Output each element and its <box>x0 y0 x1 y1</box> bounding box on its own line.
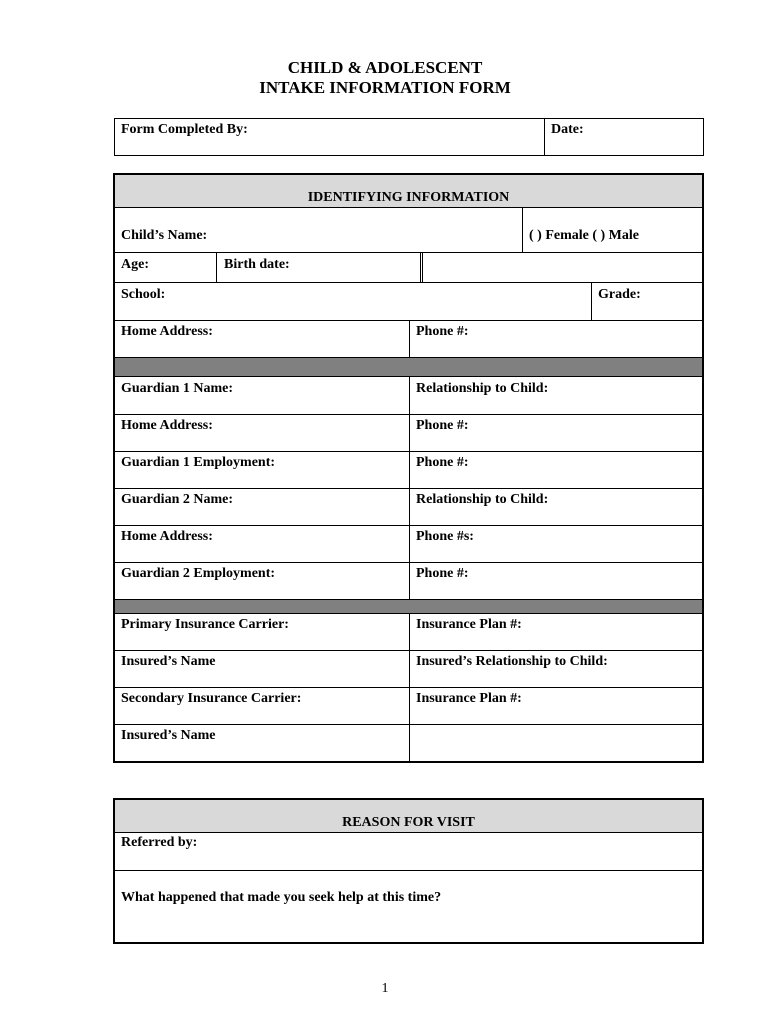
phones-g2-label: Phone #s: <box>416 529 474 544</box>
phone-g1-emp-label: Phone #: <box>416 455 469 470</box>
relationship1-label: Relationship to Child: <box>416 381 549 396</box>
identifying-section-title: IDENTIFYING INFORMATION <box>307 190 510 205</box>
home-address-g2-label: Home Address: <box>121 529 213 544</box>
phone-g2-emp-label: Phone #: <box>416 566 469 581</box>
identifying-information-section <box>113 173 704 763</box>
what-happened-label: What happened that made you seek help at this time? <box>121 890 442 905</box>
insured-relationship-label: Insured’s Relationship to Child: <box>416 654 608 669</box>
row-divider <box>115 207 702 208</box>
column-divider <box>409 321 410 761</box>
age-label: Age: <box>121 257 149 272</box>
primary-insurance-label: Primary Insurance Carrier: <box>121 617 289 632</box>
gender-options: ( ) Female ( ) Male <box>529 228 639 243</box>
date-divider <box>544 119 545 155</box>
relationship2-label: Relationship to Child: <box>416 492 549 507</box>
birth-date-label: Birth date: <box>224 257 290 272</box>
form-completed-box <box>114 118 704 156</box>
separator-bar-insurance <box>115 600 702 613</box>
insurance-plan2-label: Insurance Plan #: <box>416 691 522 706</box>
row-divider <box>115 282 702 283</box>
grade-label: Grade: <box>598 287 641 302</box>
guardian1-name-label: Guardian 1 Name: <box>121 381 233 396</box>
referred-by-label: Referred by: <box>121 835 198 850</box>
school-label: School: <box>121 287 166 302</box>
row-divider <box>115 562 702 563</box>
form-title-line1: CHILD & ADOLESCENT <box>287 58 483 77</box>
phone-label: Phone #: <box>416 324 469 339</box>
date-label: Date: <box>551 122 584 137</box>
row-divider <box>115 870 702 871</box>
page-number: 1 <box>381 981 389 996</box>
row-divider <box>115 488 702 489</box>
insureds-name2-label: Insured’s Name <box>121 728 216 743</box>
row-divider <box>115 650 702 651</box>
age-divider <box>216 253 217 282</box>
separator-bar <box>115 358 702 376</box>
birth-date-divider-2 <box>422 253 423 282</box>
insurance-plan1-label: Insurance Plan #: <box>416 617 522 632</box>
grade-divider <box>591 283 592 320</box>
row-divider <box>115 613 702 614</box>
gender-divider <box>522 208 523 252</box>
row-divider <box>115 451 702 452</box>
guardian2-employment-label: Guardian 2 Employment: <box>121 566 276 581</box>
form-completed-by-label: Form Completed By: <box>121 122 248 137</box>
row-divider <box>115 832 702 833</box>
birth-date-divider <box>420 253 421 282</box>
row-divider <box>115 724 702 725</box>
row-divider <box>115 376 702 377</box>
secondary-insurance-label: Secondary Insurance Carrier: <box>121 691 302 706</box>
row-divider <box>115 414 702 415</box>
reason-for-visit-section <box>113 798 704 944</box>
phone-g1-label: Phone #: <box>416 418 469 433</box>
row-divider <box>115 525 702 526</box>
reason-section-title: REASON FOR VISIT <box>342 815 475 830</box>
form-title-line2: INTAKE INFORMATION FORM <box>259 78 511 97</box>
guardian1-employment-label: Guardian 1 Employment: <box>121 455 276 470</box>
row-divider <box>115 252 702 253</box>
row-divider <box>115 687 702 688</box>
insureds-name1-label: Insured’s Name <box>121 654 216 669</box>
guardian2-name-label: Guardian 2 Name: <box>121 492 233 507</box>
home-address-label: Home Address: <box>121 324 213 339</box>
home-address-g1-label: Home Address: <box>121 418 213 433</box>
childs-name-label: Child’s Name: <box>121 228 208 243</box>
